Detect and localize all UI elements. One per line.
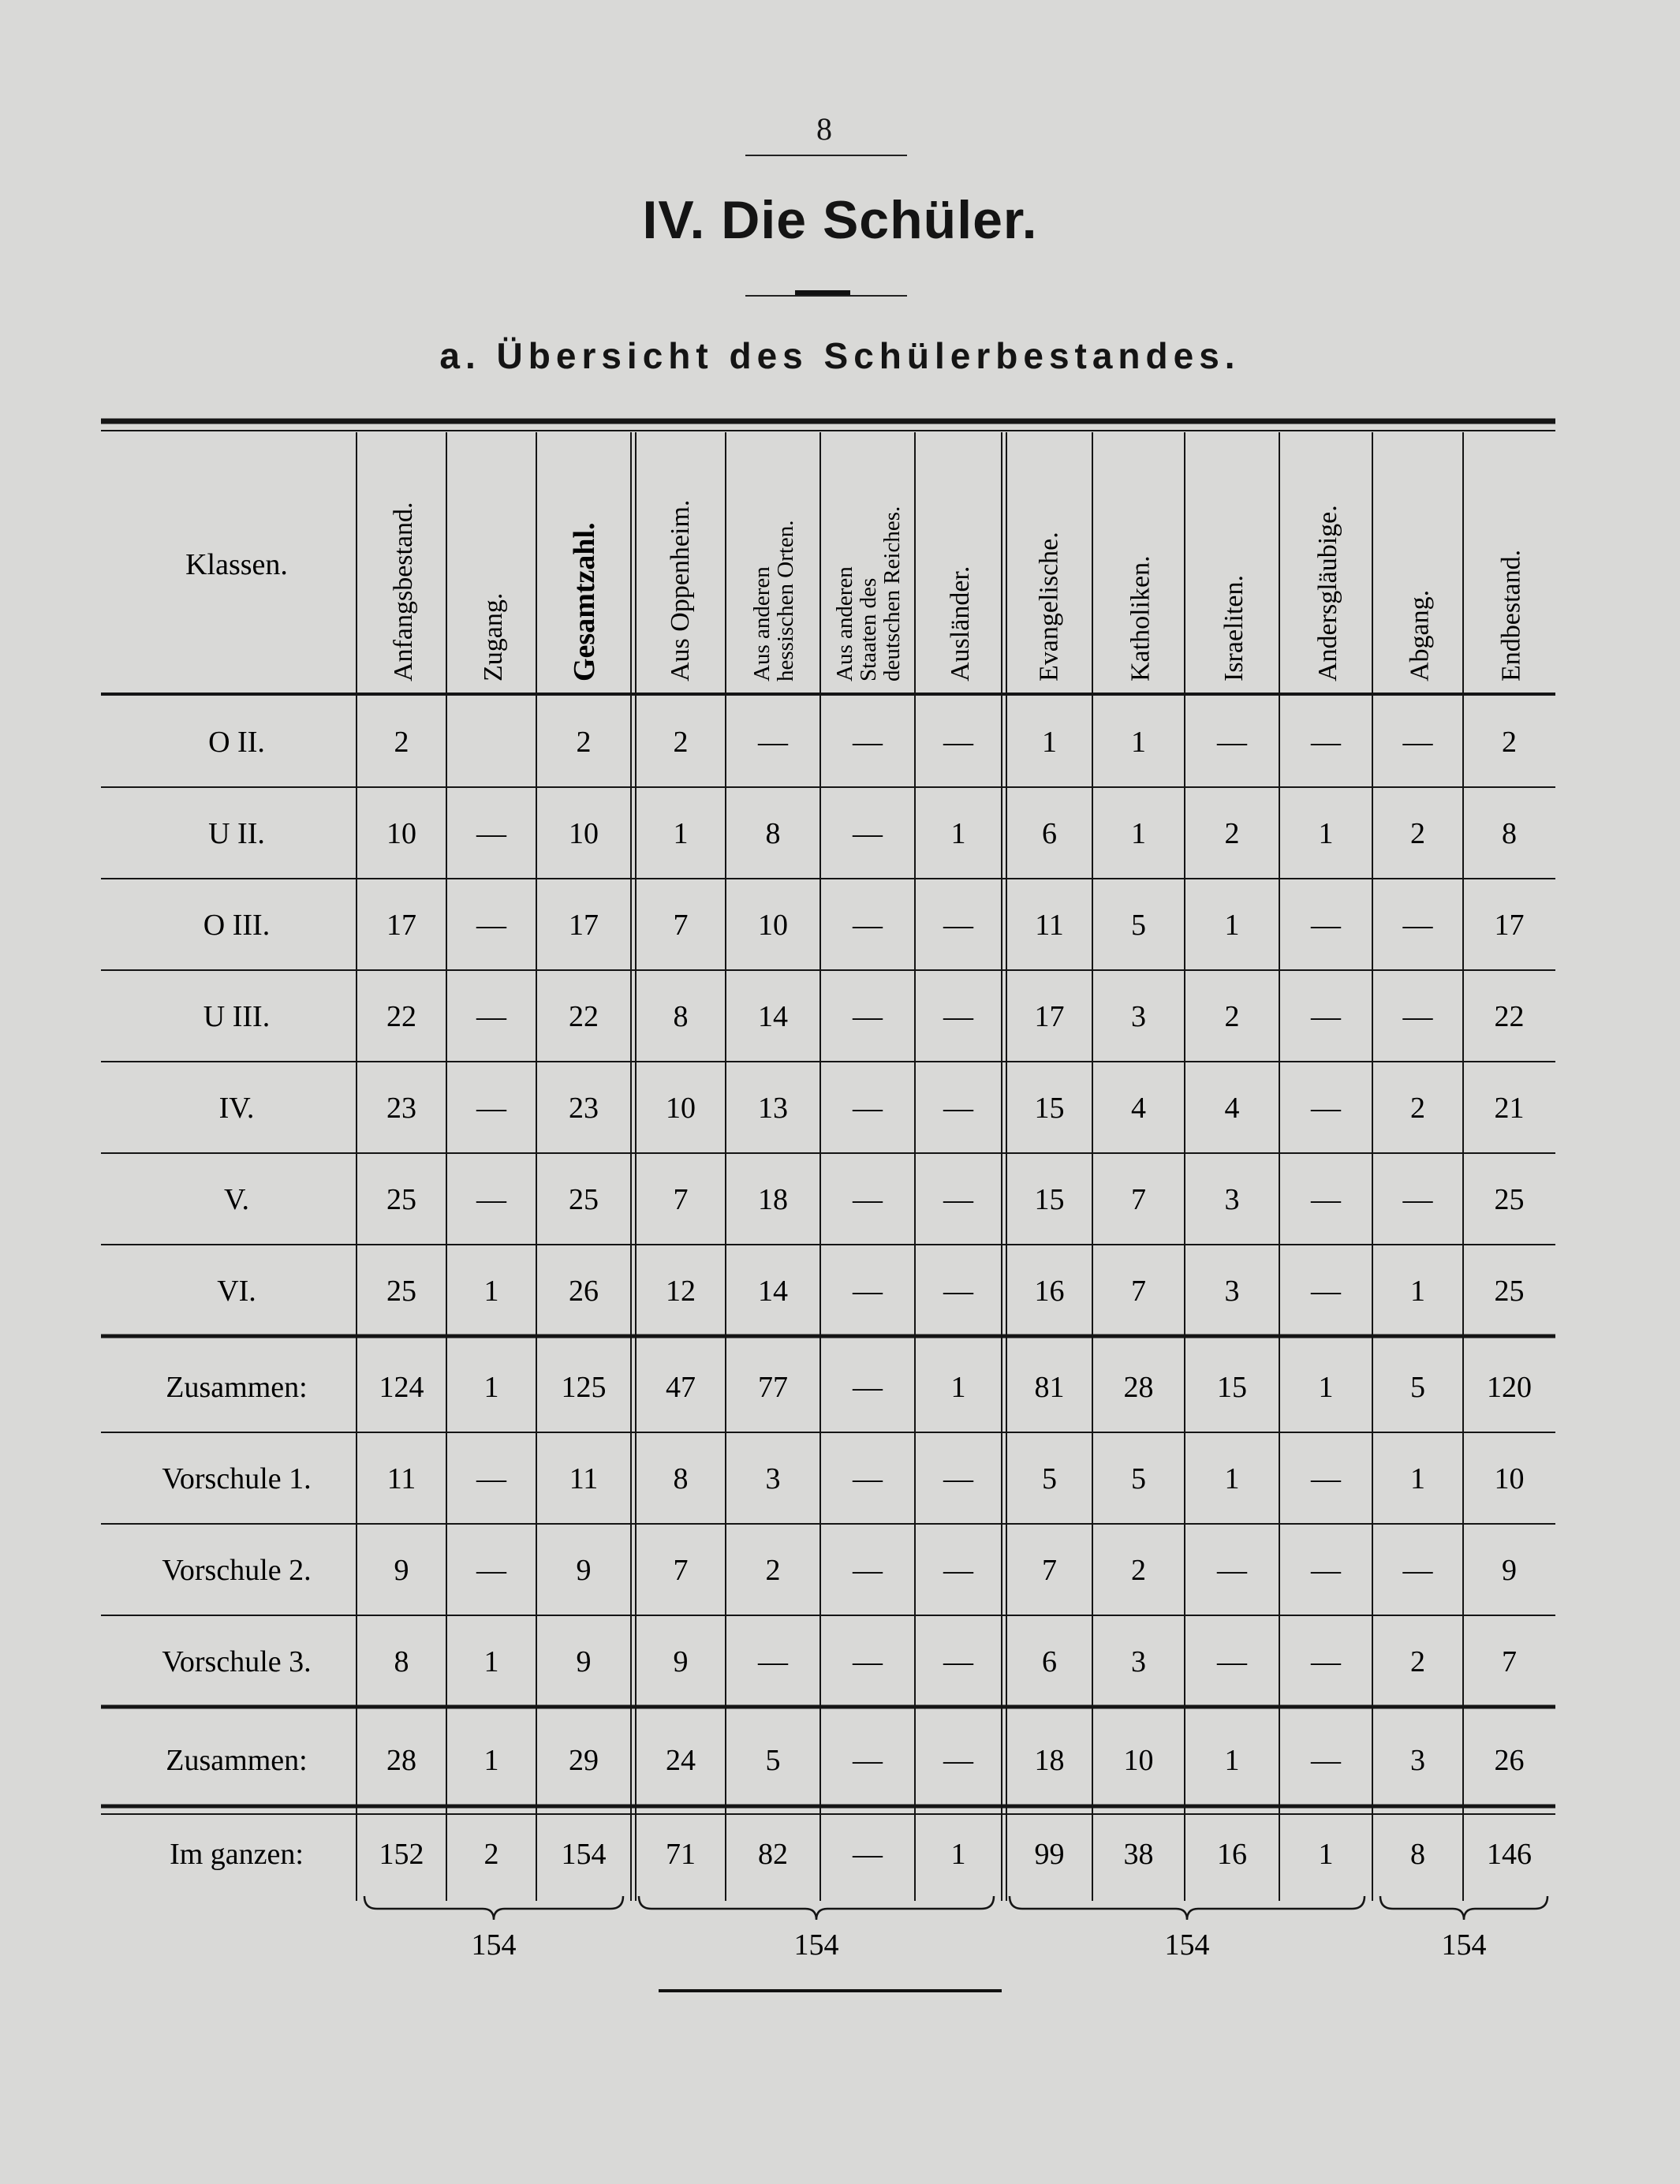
row-label: IV. bbox=[218, 1092, 255, 1125]
table-cell: 7 bbox=[1131, 1275, 1146, 1308]
table-cell: 1 bbox=[483, 1744, 499, 1777]
column-header-1: Anfangsbestand. bbox=[389, 502, 419, 681]
total-brace bbox=[639, 1896, 994, 1920]
table-cell: 8 bbox=[673, 1000, 689, 1033]
table-cell: 3 bbox=[1131, 1000, 1146, 1033]
total-brace bbox=[1010, 1896, 1365, 1920]
table-cell: 125 bbox=[561, 1371, 607, 1404]
table-cell: 1 bbox=[950, 1838, 966, 1871]
row-label: U III. bbox=[203, 1000, 271, 1033]
table-cell: 7 bbox=[1042, 1554, 1057, 1587]
table-cell: 7 bbox=[673, 1183, 689, 1216]
table-cell: — bbox=[853, 1000, 883, 1033]
table-cell: 18 bbox=[758, 1183, 788, 1216]
table-cell: — bbox=[1217, 1554, 1247, 1587]
table-cell: 5 bbox=[1131, 1462, 1146, 1495]
table-cell: 11 bbox=[386, 1462, 416, 1495]
table-cell: — bbox=[1217, 726, 1247, 759]
table-cell: 11 bbox=[1035, 909, 1064, 942]
table-cell: 17 bbox=[569, 909, 599, 942]
table-cell: 2 bbox=[1410, 1645, 1425, 1678]
table-cell: 2 bbox=[1224, 817, 1240, 850]
table-cell: 9 bbox=[394, 1554, 409, 1587]
table-cell: — bbox=[853, 1554, 883, 1587]
table-cell: 10 bbox=[758, 909, 788, 942]
table-cell: 22 bbox=[1494, 1000, 1525, 1033]
table-cell: — bbox=[853, 1645, 883, 1678]
table-cell: 1 bbox=[483, 1645, 499, 1678]
table-cell: 5 bbox=[1131, 909, 1146, 942]
table-cell: 8 bbox=[673, 1462, 689, 1495]
table-cell: — bbox=[943, 1183, 973, 1216]
row-header-label: Klassen. bbox=[185, 548, 288, 581]
table-cell: 1 bbox=[1318, 1371, 1334, 1404]
table-cell: 2 bbox=[394, 726, 409, 759]
table-cell: — bbox=[943, 1744, 973, 1777]
table-cell: 8 bbox=[1502, 817, 1517, 850]
table-cell: — bbox=[853, 817, 883, 850]
table-cell: — bbox=[943, 909, 973, 942]
table-cell: 13 bbox=[758, 1092, 788, 1125]
table-cell: — bbox=[853, 1275, 883, 1308]
table-cell: 9 bbox=[576, 1554, 592, 1587]
table-cell: — bbox=[943, 726, 973, 759]
table-cell: — bbox=[853, 726, 883, 759]
table-cell: — bbox=[943, 1554, 973, 1587]
table-cell: 7 bbox=[1131, 1183, 1146, 1216]
table-cell: — bbox=[853, 1462, 883, 1495]
table-cell: — bbox=[758, 1645, 788, 1678]
column-header-12: Abgang. bbox=[1405, 589, 1435, 681]
table-cell: 1 bbox=[950, 1371, 966, 1404]
table-cell: 22 bbox=[386, 1000, 416, 1033]
table-cell: 28 bbox=[386, 1744, 416, 1777]
row-label: Zusammen: bbox=[166, 1744, 308, 1777]
table-cell: — bbox=[853, 1838, 883, 1871]
table-cell: 1 bbox=[1410, 1275, 1425, 1308]
table-cell: 18 bbox=[1034, 1744, 1065, 1777]
table-cell: 16 bbox=[1034, 1275, 1065, 1308]
table-cell: — bbox=[943, 1092, 973, 1125]
table-cell: — bbox=[943, 1275, 973, 1308]
table-cell: — bbox=[476, 1092, 506, 1125]
table-cell: — bbox=[943, 1000, 973, 1033]
table-cell: 5 bbox=[765, 1744, 781, 1777]
row-label: O III. bbox=[203, 909, 271, 942]
table-cell: 3 bbox=[1224, 1183, 1240, 1216]
table-cell: 1 bbox=[950, 817, 966, 850]
column-header-3: Gesamtzahl. bbox=[568, 522, 602, 681]
table-cell: 10 bbox=[569, 817, 599, 850]
table-cell: 38 bbox=[1123, 1838, 1154, 1871]
table-cell: 1 bbox=[1131, 726, 1146, 759]
table-cell: 146 bbox=[1487, 1838, 1532, 1871]
column-header-6: Aus anderenStaaten desdeutschen Reiches. bbox=[831, 506, 905, 681]
table-cell: 1 bbox=[1224, 1462, 1240, 1495]
table-cell: 3 bbox=[1131, 1645, 1146, 1678]
table-cell: 1 bbox=[1224, 1744, 1240, 1777]
table-cell: 26 bbox=[569, 1275, 599, 1308]
table-cell: — bbox=[1311, 1645, 1341, 1678]
table-cell: 1 bbox=[1318, 817, 1334, 850]
table-cell: 2 bbox=[1410, 1092, 1425, 1125]
table-cell: 2 bbox=[1131, 1554, 1146, 1587]
table-cell: — bbox=[853, 909, 883, 942]
table-cell: — bbox=[1402, 726, 1433, 759]
table-cell: 2 bbox=[1410, 817, 1425, 850]
footer-rule bbox=[659, 1989, 1002, 1992]
table-cell: — bbox=[1311, 726, 1341, 759]
row-label: O II. bbox=[208, 726, 265, 759]
column-header-2: Zugang. bbox=[479, 592, 509, 681]
table-cell: — bbox=[853, 1092, 883, 1125]
table-cell: — bbox=[476, 1554, 506, 1587]
table-cell: — bbox=[1311, 1554, 1341, 1587]
subsection-title: a. Übersicht des Schülerbestandes. bbox=[439, 335, 1241, 376]
table-cell: 7 bbox=[673, 909, 689, 942]
table-cell: 3 bbox=[765, 1462, 781, 1495]
table-cell: 8 bbox=[394, 1645, 409, 1678]
table-cell: 3 bbox=[1410, 1744, 1425, 1777]
table-cell: 47 bbox=[666, 1371, 696, 1404]
table-cell: 1 bbox=[1410, 1462, 1425, 1495]
total-brace bbox=[364, 1896, 623, 1920]
row-label: Vorschule 3. bbox=[162, 1645, 312, 1678]
table-cell: 24 bbox=[666, 1744, 696, 1777]
table-cell: 7 bbox=[673, 1554, 689, 1587]
row-label: Vorschule 1. bbox=[162, 1462, 312, 1495]
row-label: Zusammen: bbox=[166, 1371, 308, 1404]
table-cell: 14 bbox=[758, 1000, 788, 1033]
table-cell: 9 bbox=[1502, 1554, 1517, 1587]
table-cell: 120 bbox=[1487, 1371, 1532, 1404]
table-cell: — bbox=[1311, 1000, 1341, 1033]
table-cell: — bbox=[1311, 1275, 1341, 1308]
table-cell: 29 bbox=[569, 1744, 599, 1777]
table-cell: 9 bbox=[576, 1645, 592, 1678]
table-cell: 21 bbox=[1494, 1092, 1525, 1125]
table-cell: — bbox=[476, 909, 506, 942]
table-cell: 25 bbox=[1494, 1275, 1525, 1308]
page-number: 8 bbox=[816, 111, 832, 147]
table-cell: 2 bbox=[765, 1554, 781, 1587]
table-cell: 9 bbox=[673, 1645, 689, 1678]
brace-total: 154 bbox=[1441, 1928, 1487, 1962]
table-cell: 25 bbox=[386, 1183, 416, 1216]
table-cell: — bbox=[943, 1462, 973, 1495]
table-cell: 4 bbox=[1224, 1092, 1240, 1125]
table-cell: — bbox=[853, 1744, 883, 1777]
table-cell: 5 bbox=[1042, 1462, 1057, 1495]
table-cell: — bbox=[476, 1000, 506, 1033]
table-cell: 5 bbox=[1410, 1371, 1425, 1404]
table-cell: 10 bbox=[386, 817, 416, 850]
table-cell: — bbox=[1311, 1744, 1341, 1777]
row-label: U II. bbox=[208, 817, 265, 850]
table-cell: 25 bbox=[386, 1275, 416, 1308]
table-cell: 2 bbox=[576, 726, 592, 759]
column-header-9: Katholiken. bbox=[1126, 555, 1155, 681]
table-cell: 2 bbox=[1502, 726, 1517, 759]
row-label: V. bbox=[223, 1183, 250, 1216]
table-cell: — bbox=[853, 1371, 883, 1404]
table-cell: — bbox=[943, 1645, 973, 1678]
table-cell: 71 bbox=[666, 1838, 696, 1871]
column-header-13: Endbestand. bbox=[1496, 549, 1526, 681]
table-cell: 1 bbox=[1224, 909, 1240, 942]
row-label: Vorschule 2. bbox=[162, 1554, 312, 1587]
table-cell: 82 bbox=[758, 1838, 788, 1871]
table-cell: 12 bbox=[666, 1275, 696, 1308]
table-cell: 10 bbox=[1123, 1744, 1154, 1777]
table-cell: 15 bbox=[1217, 1371, 1247, 1404]
table-cell: 23 bbox=[569, 1092, 599, 1125]
table-cell: — bbox=[1311, 1183, 1341, 1216]
table-cell: 14 bbox=[758, 1275, 788, 1308]
table-cell: — bbox=[476, 817, 506, 850]
table-cell: — bbox=[1311, 1462, 1341, 1495]
column-header-4: Aus Oppenheim. bbox=[666, 499, 696, 681]
table-cell: 1 bbox=[483, 1371, 499, 1404]
table-cell: 15 bbox=[1034, 1092, 1065, 1125]
table-cell: 25 bbox=[569, 1183, 599, 1216]
brace-total: 154 bbox=[793, 1928, 839, 1962]
brace-total: 154 bbox=[471, 1928, 517, 1962]
table-cell: — bbox=[1402, 1000, 1433, 1033]
table-cell: 23 bbox=[386, 1092, 416, 1125]
table-cell: 1 bbox=[1042, 726, 1057, 759]
table-cell: 6 bbox=[1042, 817, 1057, 850]
table-cell: — bbox=[1402, 909, 1433, 942]
table-cell: — bbox=[1311, 909, 1341, 942]
table-cell: 10 bbox=[666, 1092, 696, 1125]
column-header-10: Israeliten. bbox=[1219, 575, 1249, 681]
table-cell: 28 bbox=[1123, 1371, 1154, 1404]
table-cell: — bbox=[476, 1462, 506, 1495]
table-cell: 3 bbox=[1224, 1275, 1240, 1308]
section-title: IV. Die Schüler. bbox=[642, 190, 1038, 250]
table-cell: 22 bbox=[569, 1000, 599, 1033]
table-cell: 1 bbox=[1131, 817, 1146, 850]
table-cell: 152 bbox=[379, 1838, 424, 1871]
table-cell: 17 bbox=[1034, 1000, 1065, 1033]
table-cell: 15 bbox=[1034, 1183, 1065, 1216]
table-cell: 17 bbox=[386, 909, 416, 942]
table-cell: — bbox=[1311, 1092, 1341, 1125]
table-cell: — bbox=[1217, 1645, 1247, 1678]
row-label: VI. bbox=[217, 1275, 256, 1308]
table-cell: 124 bbox=[379, 1371, 424, 1404]
table-cell: — bbox=[1402, 1183, 1433, 1216]
column-header-7: Ausländer. bbox=[946, 566, 976, 681]
table-cell: 2 bbox=[483, 1838, 499, 1871]
table-cell: — bbox=[1402, 1554, 1433, 1587]
column-header-8: Evangelische. bbox=[1034, 532, 1064, 681]
table-cell: 7 bbox=[1502, 1645, 1517, 1678]
brace-total: 154 bbox=[1164, 1928, 1210, 1962]
table-cell: 4 bbox=[1131, 1092, 1146, 1125]
table-cell: — bbox=[758, 726, 788, 759]
table-cell: 1 bbox=[673, 817, 689, 850]
table-cell: 11 bbox=[569, 1462, 599, 1495]
table-cell: 17 bbox=[1494, 909, 1525, 942]
table-cell: 77 bbox=[758, 1371, 788, 1404]
table-cell: 8 bbox=[1410, 1838, 1425, 1871]
table-cell: 1 bbox=[483, 1275, 499, 1308]
row-label: Im ganzen: bbox=[170, 1838, 304, 1871]
table-cell: 10 bbox=[1494, 1462, 1525, 1495]
table-cell: 25 bbox=[1494, 1183, 1525, 1216]
table-cell: 99 bbox=[1034, 1838, 1065, 1871]
table-cell: 8 bbox=[765, 817, 781, 850]
table-cell: 6 bbox=[1042, 1645, 1057, 1678]
table-cell: 2 bbox=[1224, 1000, 1240, 1033]
table-cell: 81 bbox=[1034, 1371, 1065, 1404]
column-header-5: Aus anderenhessischen Orten. bbox=[749, 520, 798, 681]
table-cell: — bbox=[476, 1183, 506, 1216]
table-cell: 1 bbox=[1318, 1838, 1334, 1871]
table-cell: 16 bbox=[1217, 1838, 1247, 1871]
table-cell: 2 bbox=[673, 726, 689, 759]
table-cell: — bbox=[853, 1183, 883, 1216]
table-cell: 154 bbox=[561, 1838, 607, 1871]
column-header-11: Andersgläubige. bbox=[1313, 505, 1343, 681]
table-cell: 26 bbox=[1494, 1744, 1525, 1777]
